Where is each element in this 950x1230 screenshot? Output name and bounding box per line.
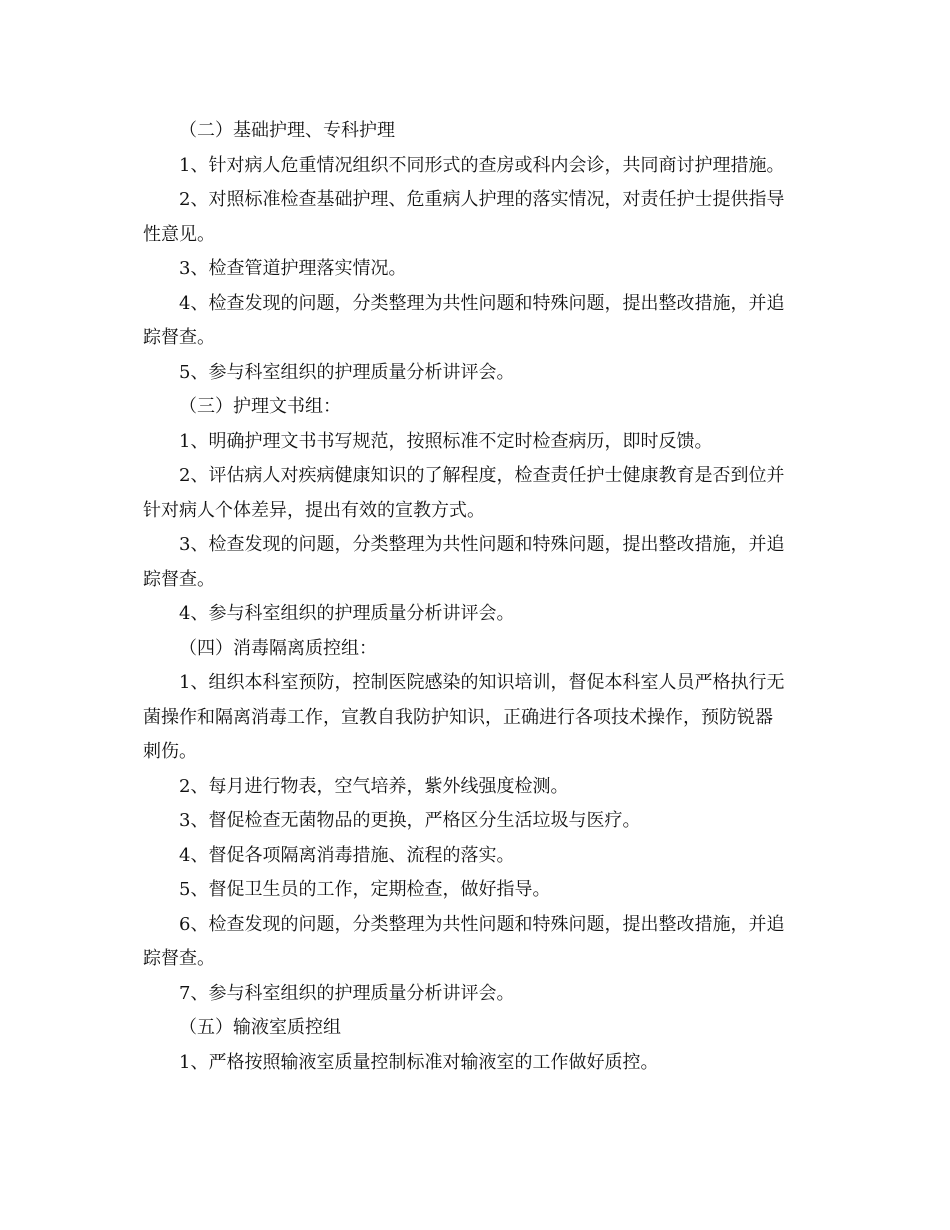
list-item xyxy=(143,873,809,908)
item-text-line: 7、参与科室组织的护理质量分析讲评会。 xyxy=(179,982,515,1004)
list-item xyxy=(143,804,809,839)
item-text-line: 5、督促卫生员的工作，定期检查，做好指导。 xyxy=(179,879,551,900)
item-text-line: 3、督促检查无菌物品的更换，严格区分生活垃圾与医疗。 xyxy=(179,810,641,831)
list-item xyxy=(143,528,809,597)
item-continuation-line: 针对病人个体差异，提出有效的宣教方式。 xyxy=(143,499,485,521)
item-continuation-line: 性意见。 xyxy=(143,223,215,245)
list-item xyxy=(143,183,809,252)
item-text-line: 3、检查管道护理落实情况。 xyxy=(179,258,407,279)
list-item xyxy=(143,149,809,184)
section-heading: （五）输液室质控组 xyxy=(179,1017,341,1038)
item-continuation-line: 刺伤。 xyxy=(143,741,197,762)
item-continuation-line: 踪督查。 xyxy=(143,568,215,590)
item-text-line: 1、严格按照输液室质量控制标准对输液室的工作做好质控。 xyxy=(179,1051,659,1073)
list-item xyxy=(143,1046,809,1081)
list-item xyxy=(143,666,809,770)
item-text-line: 6、检查发现的问题，分类整理为共性问题和特殊问题，提出整改措施，并追 xyxy=(179,913,785,935)
list-item xyxy=(143,839,809,874)
item-text-line: 4、检查发现的问题，分类整理为共性问题和特殊问题，提出整改措施，并追 xyxy=(179,292,785,314)
document-body xyxy=(143,114,809,1080)
list-item xyxy=(143,908,809,977)
section-heading: （二）基础护理、专科护理 xyxy=(179,120,395,141)
list-item xyxy=(143,459,809,528)
item-text-line: 5、参与科室组织的护理质量分析讲评会。 xyxy=(179,361,515,383)
list-item xyxy=(143,252,809,287)
list-item xyxy=(143,356,809,391)
item-text-line: 2、每月进行物表，空气培养，紫外线强度检测。 xyxy=(179,775,569,797)
item-text-line: 4、督促各项隔离消毒措施、流程的落实。 xyxy=(179,844,515,866)
item-continuation-line: 菌操作和隔离消毒工作，宣教自我防护知识，正确进行各项技术操作，预防锐器 xyxy=(143,706,773,728)
section-heading: （三）护理文书组： xyxy=(179,396,341,417)
list-item xyxy=(143,425,809,460)
section-heading: （四）消毒隔离质控组： xyxy=(179,637,377,659)
item-continuation-line: 踪督查。 xyxy=(143,948,215,969)
list-item xyxy=(143,597,809,632)
list-item xyxy=(143,770,809,805)
item-continuation-line: 踪督查。 xyxy=(143,327,215,348)
item-text-line: 2、对照标准检查基础护理、危重病人护理的落实情况，对责任护士提供指导 xyxy=(179,189,785,210)
list-item xyxy=(143,977,809,1012)
list-item xyxy=(143,287,809,356)
item-text-line: 2、评估病人对疾病健康知识的了解程度，检查责任护士健康教育是否到位并 xyxy=(179,465,785,486)
item-text-line: 1、明确护理文书书写规范，按照标准不定时检查病历，即时反馈。 xyxy=(179,430,713,452)
item-text-line: 4、参与科室组织的护理质量分析讲评会。 xyxy=(179,603,515,624)
item-text-line: 1、组织本科室预防，控制医院感染的知识培训，督促本科室人员严格执行无 xyxy=(179,672,785,693)
item-text-line: 1、针对病人危重情况组织不同形式的查房或科内会诊，共同商讨护理措施。 xyxy=(179,154,785,176)
item-text-line: 3、检查发现的问题，分类整理为共性问题和特殊问题，提出整改措施，并追 xyxy=(179,534,785,555)
